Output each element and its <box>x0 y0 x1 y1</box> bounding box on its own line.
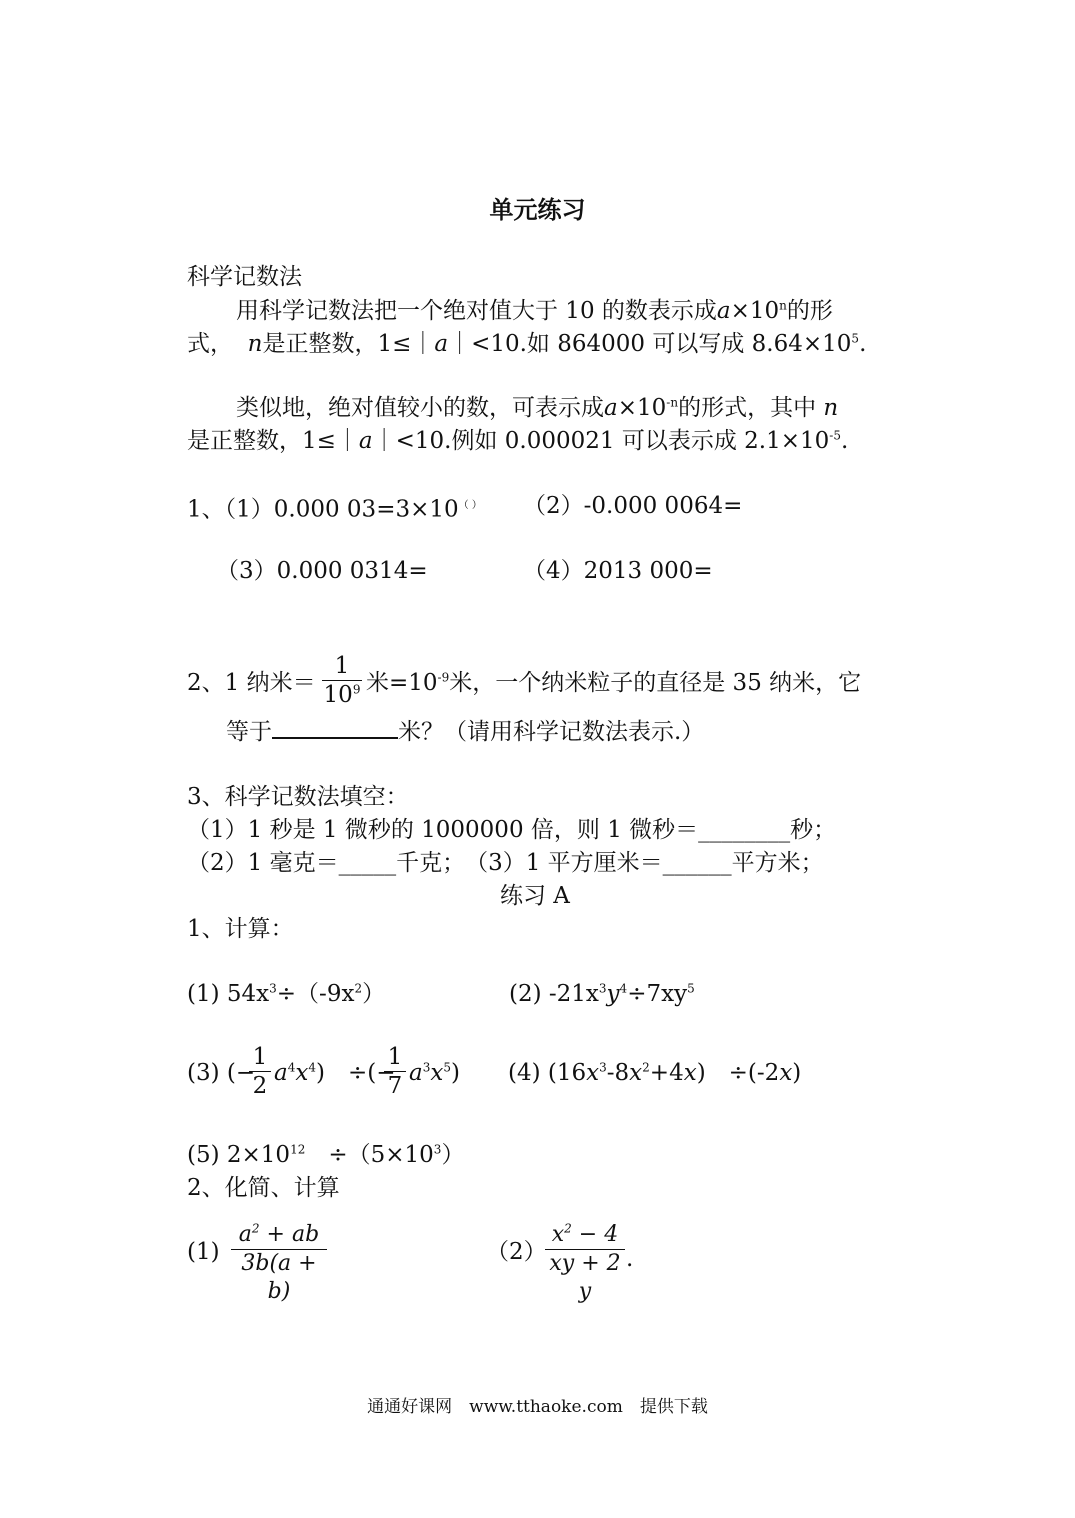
intro-line-2: 式， n是正整数，1≤｜a｜<10.如 864000 可以写成 $8.64\times 10^5$. <box>187 331 867 357</box>
q3-line-1: （1）1 秒是 1 微秒的 1000000 倍，则 1 微秒＝________秒； <box>187 817 837 843</box>
calc-2: (2) $-21x^3y^4\div 7xy^5$ <box>509 981 695 1007</box>
footer-credit: 通通好课网 www.tthaoke.com 提供下载 <box>367 1397 708 1417</box>
q1-part-1: 1、（1）0.000 03=3×10（ ） <box>187 496 482 523</box>
page-title: 单元练习 <box>489 195 586 224</box>
calc-4: (4) $(16x^3-8x^2+4x)$ ÷(-2x) <box>508 1060 802 1086</box>
calc-3-fraction-1: $\frac{1}{2}$ <box>249 1043 271 1100</box>
calc-3-middle: $a^4x^4$) ÷(− <box>274 1060 396 1086</box>
calc-heading: 1、计算： <box>187 916 294 942</box>
q2-line-1-post: 米$=10^{-9}$米，一个纳米粒子的直径是 35 纳米，它 <box>366 670 862 696</box>
simplify-2-period: . <box>626 1246 634 1272</box>
simplify-2-fraction: $\frac{x^2 - 4}{xy + 2 y}$ <box>545 1221 625 1306</box>
simplify-heading: 2、化简、计算 <box>187 1175 340 1201</box>
calc-1: (1) $54x^3\div(-9x^2)$ <box>187 981 386 1007</box>
q1-part-3: （3）0.000 0314= <box>216 558 428 584</box>
calc-5: (5) $2\times 10^{12}$ $\div(5\times 10^3)$ <box>187 1142 465 1168</box>
q1-part-2: （2）-0.000 0064= <box>523 493 743 519</box>
intro-line-4: 是正整数，1≤｜a｜<10.例如 0.000021 可以表示成 $2.1\times 10^{-5}$. <box>187 428 849 454</box>
intro-line-3: 类似地，绝对值较小的数，可表示成$a\times 10^{-n}$的形式，其中 n <box>236 395 839 421</box>
q1-part-4: （4）2013 000= <box>523 558 713 584</box>
q3-heading: 3、科学记数法填空： <box>187 784 409 810</box>
calc-3-fraction-2: $\frac{1}{7}$ <box>384 1043 406 1100</box>
q3-line-2: （2）1 毫克＝_____千克； （3）1 平方厘米＝______平方米； <box>187 850 824 876</box>
q2-fraction: $\frac{1}{10^9}$ <box>323 653 361 708</box>
answer-blank <box>272 717 398 739</box>
q2-line-1-pre: 2、1 纳米＝ <box>187 670 316 696</box>
section-heading: 科学记数法 <box>187 264 302 290</box>
practice-a-heading: 练习 A <box>500 883 570 909</box>
simplify-1-fraction: $\frac{a^2 + ab}{3b(a + b)}$ <box>231 1221 327 1306</box>
intro-line-1: 用科学记数法把一个绝对值大于 10 的数表示成$a\times 10^n$的形 <box>236 298 833 324</box>
q2-line-2: 等于 米？（请用科学记数法表示.） <box>226 719 705 745</box>
calc-3-tail: $a^3x^5$) <box>409 1060 460 1086</box>
calc-3-label: (3) (− <box>187 1060 256 1086</box>
simplify-2-label: （2） <box>486 1239 547 1265</box>
simplify-1-label: (1) <box>187 1239 220 1265</box>
